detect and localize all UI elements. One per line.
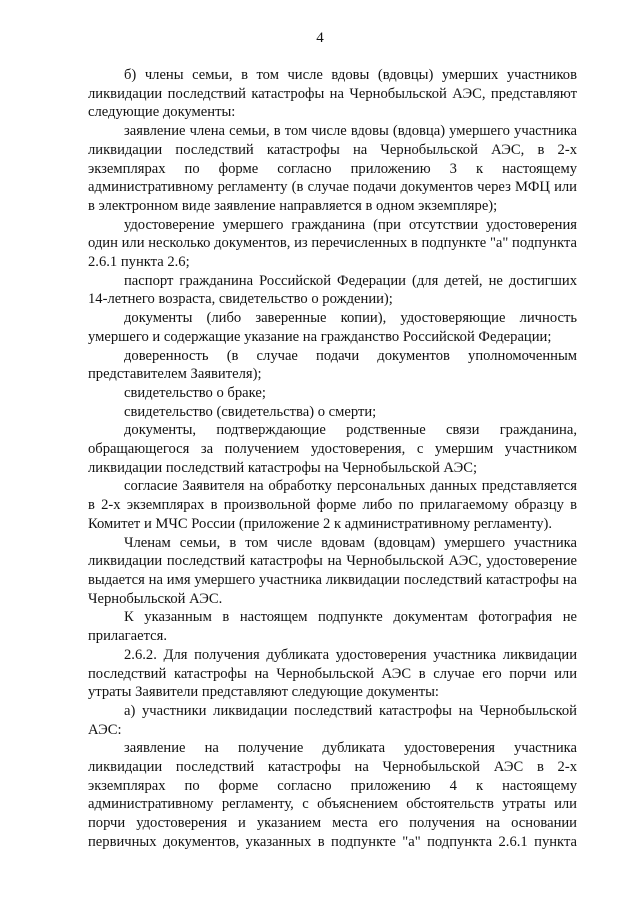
- paragraph-power-of-attorney: доверенность (в случае подачи документов уполномоченным представителем Заявителя);: [88, 347, 577, 383]
- paragraph-family-application: заявление члена семьи, в том числе вдовы (вдовца) умершего участника ликвидации последствий катастрофы на Чернобыльской АЭС, в 2-х экземплярах по форме согласно приложению 3 к настоящему административному регламенту (в случае подачи документов через МФЦ или в электронном виде заявление направляется в одном экземпляре);: [88, 123, 577, 214]
- document-body: [88, 66, 577, 852]
- paragraph-duplicate-application: заявление на получение дубликата удостоверения участника ликвидации последствий катастрофы на Чернобыльской АЭС в 2-х экземплярах по форме согласно приложению 4 к настоящему административному регламенту, с объяснением обстоятельств утраты или порчи удостоверения и указанием места его получения на основании первичных документов, указанных в подпункте "а" подпункта 2.6.1 пункта: [88, 740, 577, 850]
- paragraph-marriage-certificate: свидетельство о браке;: [124, 384, 266, 401]
- paragraph-kinship-documents: документы, подтверждающие родственные связи гражданина, обращающегося за получением удостоверения, с умершим участником ликвидации последствий катастрофы на Чернобыльской АЭС;: [88, 422, 577, 476]
- paragraph-photo-note: К указанным в настоящем подпункте документам фотография не прилагается.: [88, 609, 577, 645]
- paragraph-issuance-note: Членам семьи, в том числе вдовам (вдовцам) умершего участника ликвидации последствий катастрофы на Чернобыльской АЭС, удостоверение выдается на имя умершего участника ликвидации последствий катастрофы на Чернобыльской АЭС.: [88, 534, 577, 607]
- paragraph-passport: паспорт гражданина Российской Федерации (для детей, не достигших 14-летнего возраста, свидетельство о рождении);: [88, 272, 577, 308]
- paragraph-section-2-6-2: 2.6.2. Для получения дубликата удостоверения участника ликвидации последствий катастрофы на Чернобыльской АЭС в случае его порчи или утраты Заявители представляют следующие документы:: [88, 646, 577, 701]
- paragraph-identity-documents: документы (либо заверенные копии), удостоверяющие личность умершего и содержащие указание на гражданство Российской Федерации;: [88, 310, 577, 345]
- page-number: 4: [316, 30, 324, 46]
- paragraph-deceased-certificate: удостоверение умершего гражданина (при отсутствии удостоверения один или несколько документов, из перечисленных в подпункте "а" подпункта 2.6.1 пункта 2.6;: [88, 216, 577, 271]
- paragraph-data-consent: согласие Заявителя на обработку персональных данных представляется в 2-х экземплярах в произвольной форме либо по прилагаемому образцу в Комитет и МЧС России (приложение 2 к административному регламенту).: [88, 478, 577, 532]
- paragraph-family-members-intro: б) члены семьи, в том числе вдовы (вдовцы) умерших участников ликвидации последствий катастрофы на Чернобыльской АЭС, представляют следующие документы:: [88, 67, 577, 121]
- paragraph-liquidators-subitem: а) участники ликвидации последствий катастрофы на Чернобыльской АЭС:: [88, 702, 577, 738]
- paragraph-death-certificate: свидетельство (свидетельства) о смерти;: [124, 403, 377, 420]
